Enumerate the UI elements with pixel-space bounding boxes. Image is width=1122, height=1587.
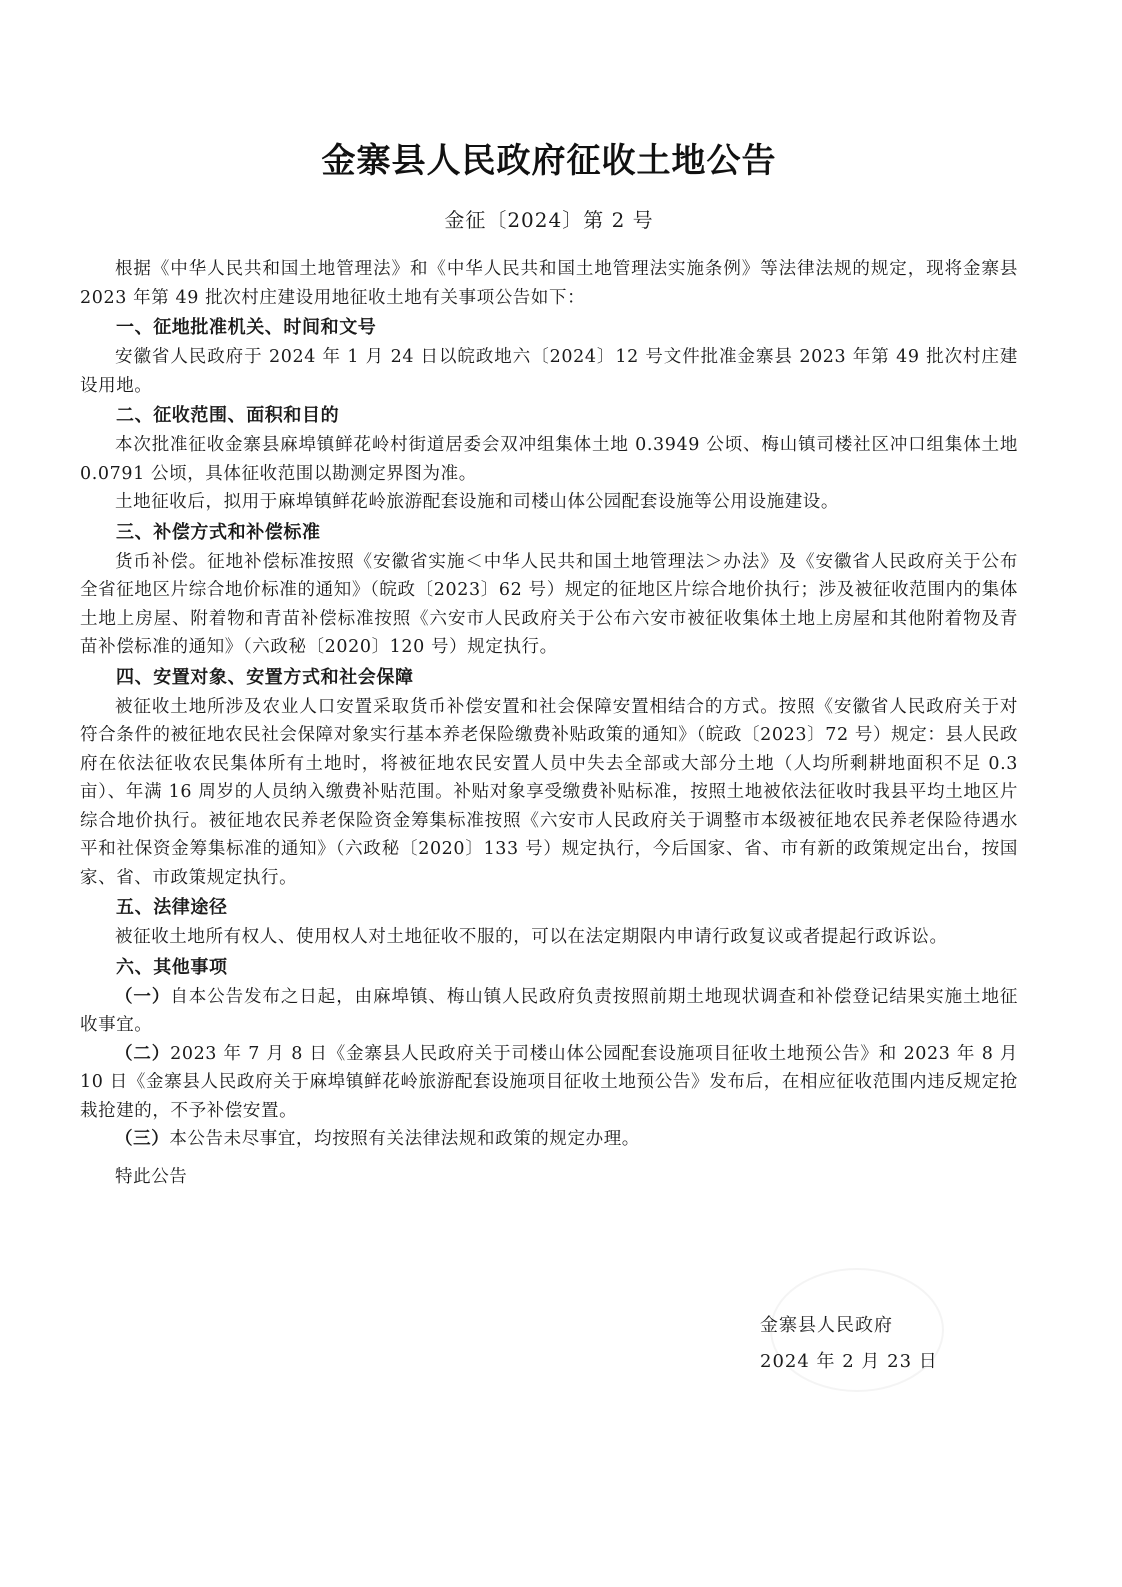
section-other-matters bbox=[80, 952, 1018, 1154]
section-heading: 三、补偿方式和补偿标准 bbox=[116, 521, 321, 543]
section-heading: 四、安置对象、安置方式和社会保障 bbox=[116, 666, 414, 688]
item-label: （一） bbox=[115, 986, 171, 1007]
numbered-item bbox=[80, 1040, 1018, 1126]
intro-paragraph: 根据《中华人民共和国土地管理法》和《中华人民共和国土地管理法实施条例》等法律法规的规定，现将金寨县 2023 年第 49 批次村庄建设用地征收土地有关事项公告如下： bbox=[80, 259, 1018, 308]
item-text: 自本公告发布之日起，由麻埠镇、梅山镇人民政府负责按照前期土地现状调查和补偿登记结果实施土地征收事宜。 bbox=[80, 986, 1018, 1035]
section-paragraph: 货币补偿。征地补偿标准按照《安徽省实施＜中华人民共和国土地管理法＞办法》及《安徽省人民政府关于公布全省征地区片综合地价标准的通知》（皖政〔2023〕62 号）规定的征地区片综合地价执行；涉及被征收范围内的集体土地上房屋、附着物和青苗补偿标准按照《六安市人民政府关于公布六安市被征收集体土地上房屋和其他附着物及青苗补偿标准的通知》（六政秘〔2020〕120 号）规定执行。 bbox=[80, 551, 1018, 657]
section-paragraph: 土地征收后，拟用于麻埠镇鲜花岭旅游配套设施和司楼山体公园配套设施等公用设施建设。 bbox=[115, 492, 839, 512]
document-number: 金征〔2024〕第 2 号 bbox=[444, 208, 654, 232]
signature-block bbox=[760, 1308, 1000, 1380]
section-paragraph: 安徽省人民政府于 2024 年 1 月 24 日以皖政地六〔2024〕12 号文件批准金寨县 2023 年第 49 批次村庄建设用地。 bbox=[80, 347, 1018, 396]
issue-date: 2024 年 2 月 23 日 bbox=[760, 1351, 938, 1372]
document-body bbox=[80, 135, 1018, 1209]
numbered-item bbox=[80, 1125, 1018, 1154]
section-paragraph: 被征收土地所涉及农业人口安置采取货币补偿安置和社会保障安置相结合的方式。按照《安徽省人民政府关于对符合条件的被征地农民社会保障对象实行基本养老保险缴费补贴政策的通知》（皖政〔2023〕72 号）规定：县人民政府在依法征收农民集体所有土地时，将被征地农民安置人员中失去全部或大部分土地（人均所剩耕地面积不足 0.3 亩）、年满 16 周岁的人员纳入缴费补贴范围。补贴对象享受缴费补贴标准，按照土地被依法征收时我县平均土地区片综合地价执行。被征地农民养老保险资金筹集标准按照《六安市人民政府关于调整市本级被征地农民养老保险待遇水平和社保资金筹集标准的通知》（六政秘〔2020〕133 号）规定执行，今后国家、省、市有新的政策规定出台，按国家、省、市政策规定执行。 bbox=[80, 696, 1018, 888]
section-paragraph: 本次批准征收金寨县麻埠镇鲜花岭村街道居委会双冲组集体土地 0.3949 公顷、梅山镇司楼社区冲口组集体土地 0.0791 公顷，具体征收范围以勘测定界图为准。 bbox=[80, 435, 1018, 484]
closing-remark: 特此公告 bbox=[115, 1166, 188, 1187]
item-label: （二） bbox=[115, 1043, 171, 1064]
section-heading: 五、法律途径 bbox=[116, 897, 228, 918]
section-compensation bbox=[80, 517, 1018, 662]
issuing-authority: 金寨县人民政府 bbox=[760, 1315, 893, 1336]
item-text: 本公告未尽事宜，均按照有关法律法规和政策的规定办理。 bbox=[169, 1129, 640, 1149]
document-title: 金寨县人民政府征收土地公告 bbox=[321, 141, 777, 181]
section-approval bbox=[80, 312, 1018, 400]
section-legal-remedy bbox=[80, 892, 1018, 952]
item-label: （三） bbox=[115, 1129, 170, 1149]
item-text: 2023 年 7 月 8 日《金寨县人民政府关于司楼山体公园配套设施项目征收土地预公告》和 2023 年 8 月 10 日《金寨县人民政府关于麻埠镇鲜花岭旅游配套设施项目征收土地预公告》发布后，在相应征收范围内违反规定抢栽抢建的，不予补偿安置。 bbox=[80, 1043, 1018, 1121]
section-resettlement bbox=[80, 662, 1018, 893]
section-heading: 二、征收范围、面积和目的 bbox=[116, 405, 340, 426]
section-paragraph: 被征收土地所有权人、使用权人对土地征收不服的，可以在法定期限内申请行政复议或者提起行政诉讼。 bbox=[115, 927, 948, 947]
section-scope bbox=[80, 400, 1018, 517]
section-heading: 六、其他事项 bbox=[116, 956, 228, 978]
numbered-item bbox=[80, 983, 1018, 1040]
section-heading: 一、征地批准机关、时间和文号 bbox=[116, 317, 377, 338]
